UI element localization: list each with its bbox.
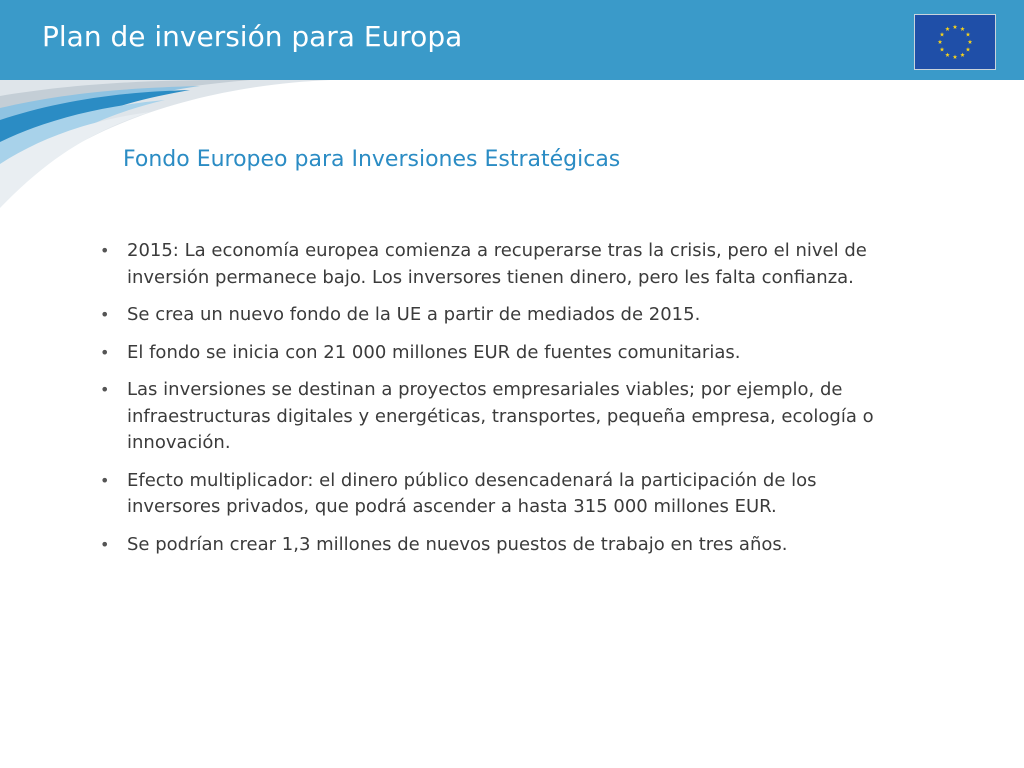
slide-subtitle: Fondo Europeo para Inversiones Estratégicas: [123, 147, 621, 172]
bullet-text: El fondo se inicia con 21 000 millones EUR de fuentes comunitarias.: [127, 341, 741, 363]
bullet-text: Se crea un nuevo fondo de la UE a partir de mediados de 2015.: [127, 304, 701, 325]
bullet-icon: •: [100, 470, 110, 490]
bullet-text: 2015: La economía europea comienza a recuperarse tras la crisis, pero el nivel de inversión permanece bajo. Los inversores tienen dinero, pero les falta confianza.: [127, 240, 867, 288]
eu-flag-icon: [914, 14, 996, 70]
bullet-text: Se podrían crear 1,3 millones de nuevos puestos de trabajo en tres años.: [127, 533, 788, 555]
bullet-icon: •: [100, 534, 110, 554]
bullet-item: [100, 468, 900, 521]
bullet-text: Las inversiones se destinan a proyectos empresariales viables; por ejemplo, de infraestructuras digitales y energéticas, transportes, pequeña empresa, ecología o innovación.: [127, 379, 874, 453]
bullet-icon: •: [100, 380, 110, 399]
page-title: Plan de inversión para Europa: [42, 20, 463, 53]
bullet-item: [100, 238, 900, 291]
bullet-text: Efecto multiplicador: el dinero público desencadenará la participación de los inversores privados, que podrá ascender a hasta 315 000 millones EUR.: [127, 469, 817, 517]
bullet-item: [100, 340, 900, 367]
bullet-item: [100, 377, 900, 457]
bullet-item: [100, 532, 900, 559]
bullet-icon: •: [100, 241, 110, 260]
bullet-icon: •: [100, 342, 110, 362]
bullet-list: [100, 238, 900, 569]
bullet-item: [100, 302, 900, 329]
bullet-icon: •: [100, 305, 110, 324]
